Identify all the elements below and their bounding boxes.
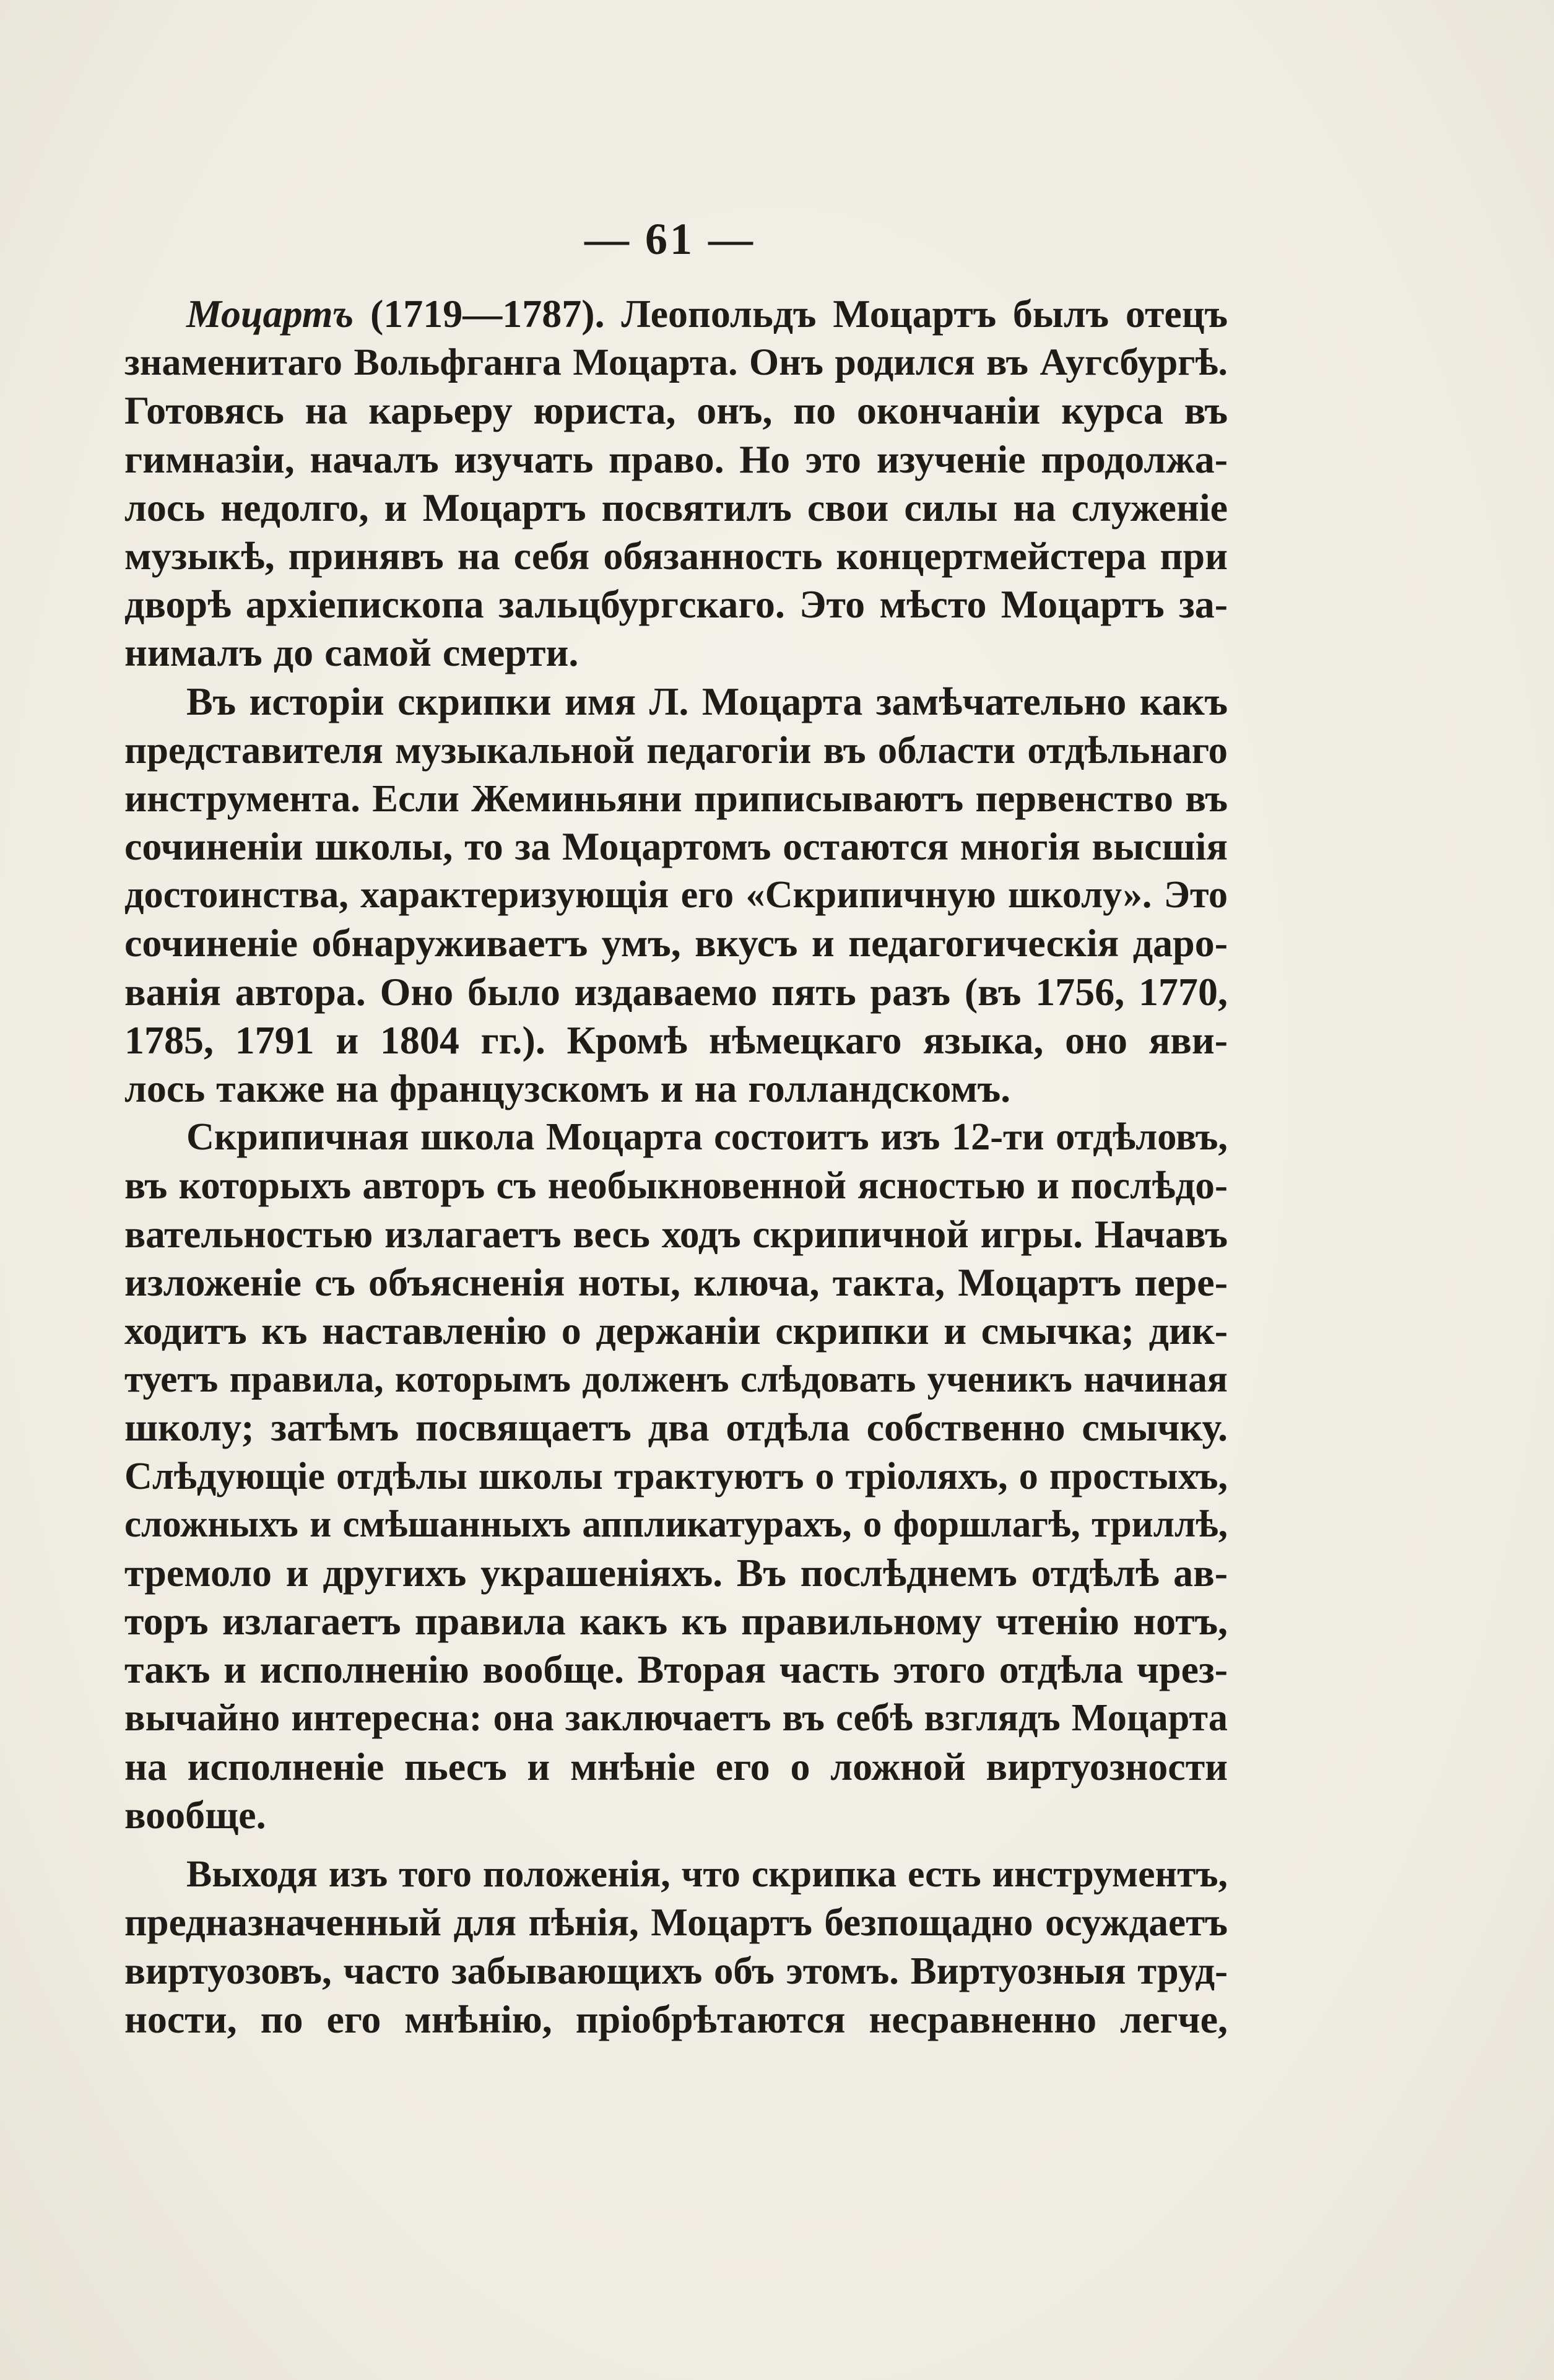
text-line (124, 290, 1228, 338)
text-line: гимназіи, началъ изучать право. Но это изученіе продолжа- (124, 437, 1228, 481)
text-line: ности, по его мнѣнію, пріобрѣтаются несравненно легче, (124, 1997, 1228, 2041)
text-line: сочиненіе обнаруживаетъ умъ, вкусъ и педагогическія даро- (124, 921, 1228, 966)
text-line: вообще. (124, 1792, 266, 1837)
body-text (124, 290, 1228, 2044)
text-line: предназначенный для пѣнія, Моцартъ безпощадно осуждаетъ (124, 1901, 1228, 1945)
text-line: инструмента. Если Жеминьяни приписываютъ первенство въ (124, 776, 1228, 820)
text-line-rest: (1719—1787). Леопольдъ Моцартъ былъ отецъ (354, 292, 1228, 336)
text-line: школу; затѣмъ посвящаетъ два отдѣла собственно смычку. (124, 1405, 1228, 1450)
page-number: — 61 — (584, 214, 755, 264)
text-line: сложныхъ и смѣшанныхъ аппликатурахъ, о форшлагѣ, триллѣ, (124, 1503, 1228, 1545)
text-line: ходитъ къ наставленію о держаніи скрипки и смычка; дик- (124, 1308, 1228, 1353)
text-line: Скрипичная школа Моцарта состоитъ изъ 12-ти отдѣловъ, (186, 1115, 1228, 1159)
text-line: Въ исторіи скрипки имя Л. Моцарта замѣчательно какъ (186, 679, 1228, 723)
text-line: дворѣ архіепископа зальцбургскаго. Это мѣсто Моцартъ за- (124, 582, 1228, 627)
text-line: изложеніе съ объясненія ноты, ключа, такта, Моцартъ пере- (124, 1260, 1228, 1304)
text-line: сочиненіи школы, то за Моцартомъ остаются многія высшія (124, 824, 1228, 869)
text-line: лось также на французскомъ и на голландскомъ. (124, 1066, 1011, 1110)
text-line: лось недолго, и Моцартъ посвятилъ свои силы на служеніе (124, 485, 1228, 530)
text-line: въ которыхъ авторъ съ необыкновенной ясностью и послѣдо- (124, 1164, 1228, 1208)
paragraph-gap (124, 1839, 1228, 1850)
text-line: туетъ правила, которымъ долженъ слѣдовать ученикъ начиная (124, 1358, 1228, 1401)
text-line: музыкѣ, принявъ на себя обязанность концертмейстера при (124, 533, 1228, 578)
author-name: Моцартъ (186, 292, 354, 336)
text-line: Слѣдующіе отдѣлы школы трактуютъ о тріоляхъ, о простыхъ, (124, 1455, 1228, 1497)
text-line: вательностью излагаетъ весь ходъ скрипичной игры. Начавъ (124, 1212, 1228, 1256)
text-line: достоинства, характеризующія его «Скрипичную школу». Это (124, 873, 1228, 917)
text-line: Выходя изъ того положенія, что скрипка есть инструментъ, (186, 1853, 1228, 1895)
text-line: торъ излагаетъ правила какъ къ правильному чтенію нотъ, (124, 1599, 1228, 1644)
text-line: Готовясь на карьеру юриста, онъ, по окончаніи курса въ (124, 388, 1228, 433)
text-line: знаменитаго Вольфганга Моцарта. Онъ родился въ Аугсбургѣ. (124, 341, 1228, 384)
text-line: 1785, 1791 и 1804 гг.). Кромѣ нѣмецкаго языка, оно яви- (124, 1018, 1228, 1062)
text-line: нималъ до самой смерти. (124, 630, 579, 675)
text-line: представителя музыкальной педагогіи въ области отдѣльнаго (124, 728, 1228, 772)
text-line: тремоло и другихъ украшеніяхъ. Въ послѣднемъ отдѣлѣ ав- (124, 1550, 1228, 1595)
text-line: на исполненіе пьесъ и мнѣніе его о ложной виртуозности (124, 1744, 1228, 1789)
text-line: виртуозовъ, часто забывающихъ объ этомъ. Виртуозныя труд- (124, 1949, 1228, 1993)
text-line: вычайно интересна: она заключаетъ въ себѣ взглядъ Моцарта (124, 1697, 1228, 1740)
text-line: ванія автора. Оно было издаваемо пять разъ (въ 1756, 1770, (124, 969, 1228, 1014)
text-line: такъ и исполненію вообще. Вторая часть этого отдѣла чрез- (124, 1647, 1228, 1692)
